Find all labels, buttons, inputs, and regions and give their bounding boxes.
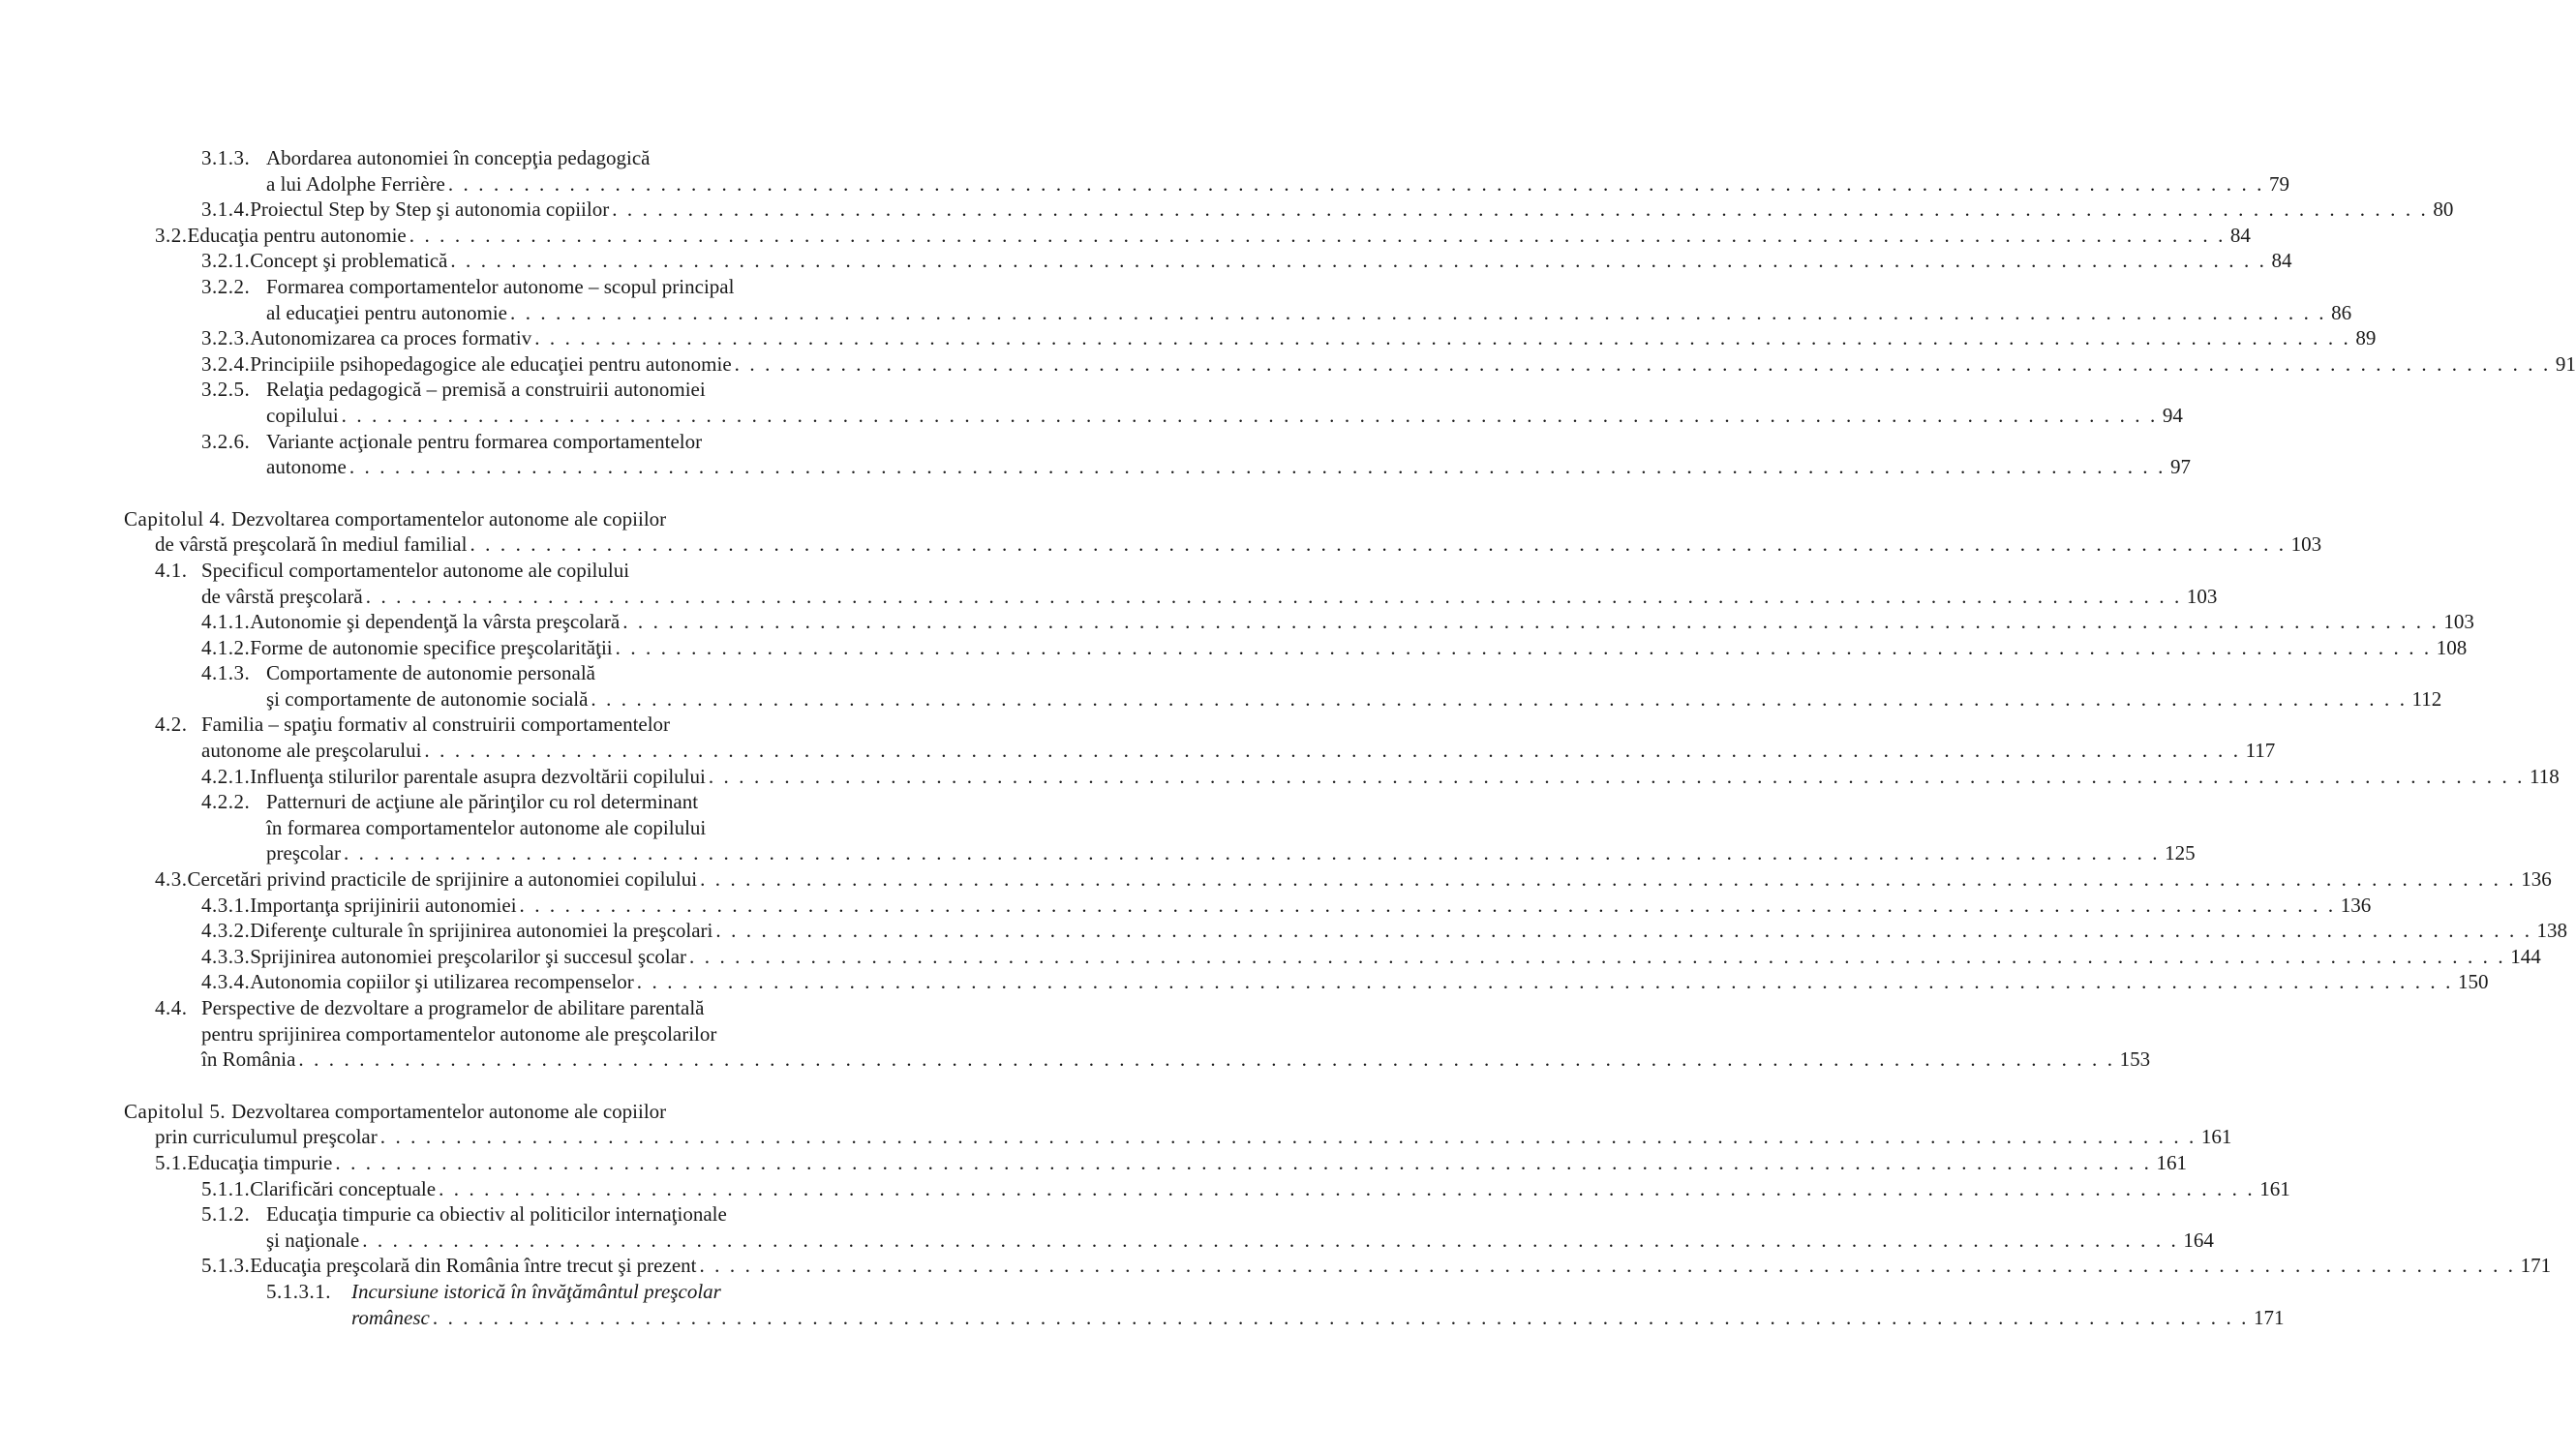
dot-leader: . . . . . . . . . . . . . . . . . . . . . . . . . . . . . . . . . . . . . . . . . . . . . . . . . . . . . . . . . . . . . . . . . . . . . . . . . . . . . . . . . . . . . . . . . . . . . . . . . . . . . . . . . . . . . . . . . . . . . . . .: [689, 944, 2506, 968]
toc-entry-title: Proiectul Step by Step şi autonomia copiilor: [250, 197, 610, 222]
dot-leader: . . . . . . . . . . . . . . . . . . . . . . . . . . . . . . . . . . . . . . . . . . . . . . . . . . . . . . . . . . . . . . . . . . . . . . . . . . . . . . . . . . . . . . . . . . . . . . . . . . . . . . . . . . . . . . . . . . . . . . . .: [447, 171, 2265, 196]
toc-entry-e513[interactable]: [0, 1253, 2552, 1279]
dot-leader: . . . . . . . . . . . . . . . . . . . . . . . . . . . . . . . . . . . . . . . . . . . . . . . . . . . . . . . . . . . . . . . . . . . . . . . . . . . . . . . . . . . . . . . . . . . . . . . . . . . . . . . . . . . . . . . . . . . . . . . .: [341, 403, 2158, 427]
toc-page-number: 91: [2555, 351, 2576, 376]
toc-page-number: 118: [2530, 764, 2560, 788]
toc-entry-title: a lui Adolphe Ferrière: [266, 171, 445, 196]
toc-page-number: 150: [2457, 970, 2489, 994]
toc-entry-number: 5.1.3.1.: [266, 1279, 331, 1303]
toc-page-number: 89: [2355, 326, 2377, 350]
toc-entry-title: Autonomie şi dependenţă la vârsta preşcolară: [250, 610, 621, 634]
toc-entry-e512[interactable]: [0, 1201, 2214, 1253]
toc-entry-e413[interactable]: [0, 660, 2442, 712]
toc-entry-title: Educaţia preşcolară din România între trecut şi prezent: [250, 1254, 697, 1278]
toc-entry-title: pentru sprijinirea comportamentelor autonome ale preşcolarilor: [201, 1021, 717, 1046]
dot-leader: . . . . . . . . . . . . . . . . . . . . . . . . . . . . . . . . . . . . . . . . . . . . . . . . . . . . . . . . . . . . . . . . . . . . . . . . . . . . . . . . . . . . . . . . . . . . . . . . . . . . . . . . . . . . . . . . . . . . . . . .: [379, 1125, 2197, 1149]
toc-page-number: 112: [2411, 686, 2442, 711]
toc-entry-title: autonome: [266, 455, 347, 479]
toc-entry-number: 4.1.2.: [201, 635, 251, 659]
toc-page-number: 161: [2200, 1125, 2232, 1149]
toc-entry-e51[interactable]: [0, 1150, 2188, 1176]
toc-entry-number: 4.2.1.: [201, 764, 251, 788]
toc-entry-title: Autonomia copiilor şi utilizarea recompenselor: [250, 970, 634, 994]
toc-entry-number: 3.2.5.: [201, 378, 251, 402]
toc-page-number: 117: [2245, 739, 2276, 763]
toc-entry-title: Concept şi problematică: [250, 249, 448, 273]
toc-entry-title: Incursiune istorică în învăţământul preşcolar: [351, 1279, 721, 1303]
toc-entry-title: Specificul comportamentelor autonome ale copilului: [201, 558, 630, 582]
toc-entry-e324[interactable]: [0, 351, 2576, 378]
toc-page-number: 144: [2510, 944, 2541, 968]
toc-entry-number: 4.1.: [155, 558, 188, 582]
dot-leader: . . . . . . . . . . . . . . . . . . . . . . . . . . . . . . . . . . . . . . . . . . . . . . . . . . . . . . . . . . . . . . . . . . . . . . . . . . . . . . . . . . . . . . . . . . . . . . . . . . . . . . . . . . . . . . . . . . . . . . . .: [510, 300, 2327, 324]
toc-entry-title: copilului: [266, 403, 339, 427]
toc-entry-e432[interactable]: [0, 918, 2568, 944]
toc-entry-title: Importanţa sprijinirii autonomiei: [250, 893, 517, 917]
dot-leader: . . . . . . . . . . . . . . . . . . . . . . . . . . . . . . . . . . . . . . . . . . . . . . . . . . . . . . . . . . . . . . . . . . . . . . . . . . . . . . . . . . . . . . . . . . . . . . . . . . . . . . . . . . . . . . . . . . . . . . . .: [365, 584, 2182, 608]
toc-entry-title: Diferenţe culturale în sprijinirea autonomiei la preşcolari: [250, 919, 713, 943]
toc-entry-number: 5.1.1.: [201, 1176, 251, 1200]
toc-page-number: 103: [2443, 610, 2474, 634]
toc-entry-e32[interactable]: [0, 223, 2251, 249]
toc-entry-title: Abordarea autonomiei în concepţia pedagogică: [266, 146, 651, 169]
dot-leader: . . . . . . . . . . . . . . . . . . . . . . . . . . . . . . . . . . . . . . . . . . . . . . . . . . . . . . . . . . . . . . . . . . . . . . . . . . . . . . . . . . . . . . . . . . . . . . . . . . . . . . . . . . . . . . . . . . . . . . . .: [715, 919, 2532, 943]
toc-page-number: 108: [2436, 635, 2468, 659]
toc-entry-title: Variante acţionale pentru formarea comportamentelor: [266, 429, 703, 453]
toc-page-number: 94: [2162, 403, 2183, 427]
toc-entry-title: de vârstă preşcolară: [201, 584, 363, 608]
toc-entry-number: 3.1.3.: [201, 146, 251, 169]
toc-entry-e41[interactable]: [0, 558, 2218, 609]
toc-entry-e412[interactable]: [0, 635, 2468, 661]
toc-entry-number: 3.2.2.: [201, 274, 251, 298]
toc-entry-e422[interactable]: [0, 789, 2196, 866]
toc-page-number: 136: [2521, 867, 2552, 892]
dot-leader: . . . . . . . . . . . . . . . . . . . . . . . . . . . . . . . . . . . . . . . . . . . . . . . . . . . . . . . . . . . . . . . . . . . . . . . . . . . . . . . . . . . . . . . . . . . . . . . . . . . . . . . . . . . . . . . . . . . . . . . .: [612, 197, 2429, 222]
toc-entry-title: şi naţionale: [266, 1228, 360, 1252]
toc-entry-number: Capitolul 5.: [124, 1099, 227, 1123]
toc-entry-title: Patternuri de acţiune ale părinţilor cu rol determinant: [266, 790, 699, 814]
toc-entry-number: 3.2.3.: [201, 326, 251, 350]
dot-leader: . . . . . . . . . . . . . . . . . . . . . . . . . . . . . . . . . . . . . . . . . . . . . . . . . . . . . . . . . . . . . . . . . . . . . . . . . . . . . . . . . . . . . . . . . . . . . . . . . . . . . . . . . . . . . . . . . . . . . . . .: [534, 326, 2351, 350]
toc-entry-e43[interactable]: [0, 866, 2552, 893]
toc-entry-title: prin curriculumul preşcolar: [155, 1125, 378, 1149]
toc-entry-number: 4.3.2.: [201, 919, 251, 943]
toc-entry-e5131[interactable]: [0, 1279, 2285, 1330]
dot-leader: . . . . . . . . . . . . . . . . . . . . . . . . . . . . . . . . . . . . . . . . . . . . . . . . . . . . . . . . . . . . . . . . . . . . . . . . . . . . . . . . . . . . . . . . . . . . . . . . . . . . . . . . . . . . . . . . . . . . . . . .: [615, 635, 2432, 659]
dot-leader: . . . . . . . . . . . . . . . . . . . . . . . . . . . . . . . . . . . . . . . . . . . . . . . . . . . . . . . . . . . . . . . . . . . . . . . . . . . . . . . . . . . . . . . . . . . . . . . . . . . . . . . . . . . . . . . . . . . . . . . .: [439, 1176, 2256, 1200]
toc-entry-title: al educaţiei pentru autonomie: [266, 300, 507, 324]
toc-entry-number: 3.2.4.: [201, 351, 251, 376]
toc-entry-number: 5.1.2.: [201, 1202, 251, 1227]
toc-entry-title: Relaţia pedagogică – premisă a construirii autonomiei: [266, 378, 706, 402]
dot-leader: . . . . . . . . . . . . . . . . . . . . . . . . . . . . . . . . . . . . . . . . . . . . . . . . . . . . . . . . . . . . . . . . . . . . . . . . . . . . . . . . . . . . . . . . . . . . . . . . . . . . . . . . . . . . . . . . . . . . . . . .: [734, 351, 2551, 376]
toc-entry-title: Educaţia timpurie: [187, 1150, 333, 1174]
toc-page-number: 84: [2271, 249, 2292, 273]
dot-leader: . . . . . . . . . . . . . . . . . . . . . . . . . . . . . . . . . . . . . . . . . . . . . . . . . . . . . . . . . . . . . . . . . . . . . . . . . . . . . . . . . . . . . . . . . . . . . . . . . . . . . . . . . . . . . . . . . . . . . . . .: [708, 764, 2525, 788]
toc-entry-title: Educaţia timpurie ca obiectiv al politicilor internaţionale: [266, 1202, 727, 1227]
dot-leader: . . . . . . . . . . . . . . . . . . . . . . . . . . . . . . . . . . . . . . . . . . . . . . . . . . . . . . . . . . . . . . . . . . . . . . . . . . . . . . . . . . . . . . . . . . . . . . . . . . . . . . . . . . . . . . . . . . . . . . . .: [699, 1254, 2516, 1278]
toc-entry-number: 3.1.4.: [201, 197, 251, 222]
toc-entry-number: 5.1.: [155, 1150, 188, 1174]
toc-entry-title: Principiile psihopedagogice ale educaţiei pentru autonomie: [250, 351, 732, 376]
toc-entry-e431[interactable]: [0, 893, 2372, 919]
toc-page-number: 97: [2169, 455, 2191, 479]
toc-entry-number: 4.3.: [155, 867, 188, 892]
toc-entry-title: Educaţia pentru autonomie: [187, 223, 407, 247]
toc-entry-e326[interactable]: [0, 429, 2191, 480]
dot-leader: . . . . . . . . . . . . . . . . . . . . . . . . . . . . . . . . . . . . . . . . . . . . . . . . . . . . . . . . . . . . . . . . . . . . . . . . . . . . . . . . . . . . . . . . . . . . . . . . . . . . . . . . . . . . . . . . . . . . . . . .: [409, 223, 2226, 247]
toc-entry-title: de vârstă preşcolară în mediul familial: [155, 532, 468, 557]
toc-entry-e511[interactable]: [0, 1176, 2290, 1202]
toc-entry-title: în formarea comportamentelor autonome ale copilului: [266, 815, 707, 839]
toc-entry-title: autonome ale preşcolarului: [201, 739, 422, 763]
toc-entry-e434[interactable]: [0, 969, 2489, 995]
toc-entry-title: în România: [201, 1047, 296, 1072]
toc-entry-number: 4.4.: [155, 996, 188, 1019]
chapter-spacer: [0, 1073, 991, 1099]
toc-entry-number: 4.2.2.: [201, 790, 251, 814]
dot-leader: . . . . . . . . . . . . . . . . . . . . . . . . . . . . . . . . . . . . . . . . . . . . . . . . . . . . . . . . . . . . . . . . . . . . . . . . . . . . . . . . . . . . . . . . . . . . . . . . . . . . . . . . . . . . . . . . . . . . . . . .: [636, 970, 2453, 994]
toc-entry-e433[interactable]: [0, 944, 2541, 970]
dot-leader: . . . . . . . . . . . . . . . . . . . . . . . . . . . . . . . . . . . . . . . . . . . . . . . . . . . . . . . . . . . . . . . . . . . . . . . . . . . . . . . . . . . . . . . . . . . . . . . . . . . . . . . . . . . . . . . . . . . . . . . .: [343, 841, 2161, 865]
dot-leader: . . . . . . . . . . . . . . . . . . . . . . . . . . . . . . . . . . . . . . . . . . . . . . . . . . . . . . . . . . . . . . . . . . . . . . . . . . . . . . . . . . . . . . . . . . . . . . . . . . . . . . . . . . . . . . . . . . . . . . . .: [298, 1047, 2115, 1072]
toc-entry-e44[interactable]: [0, 995, 2151, 1073]
toc-entry-e325[interactable]: [0, 377, 2183, 428]
toc-entry-title: Forme de autonomie specifice preşcolarităţii: [250, 635, 613, 659]
toc-entry-e323[interactable]: [0, 325, 2377, 351]
dot-leader: . . . . . . . . . . . . . . . . . . . . . . . . . . . . . . . . . . . . . . . . . . . . . . . . . . . . . . . . . . . . . . . . . . . . . . . . . . . . . . . . . . . . . . . . . . . . . . . . . . . . . . . . . . . . . . . . . . . . . . . .: [349, 455, 2166, 479]
toc-entry-title: Influenţa stilurilor parentale asupra dezvoltării copilului: [250, 764, 706, 788]
toc-page-number: 161: [2156, 1150, 2188, 1174]
toc-entry-number: 5.1.3.: [201, 1254, 251, 1278]
chapter-spacer: [0, 480, 991, 506]
toc-page-number: 84: [2229, 223, 2251, 247]
dot-leader: . . . . . . . . . . . . . . . . . . . . . . . . . . . . . . . . . . . . . . . . . . . . . . . . . . . . . . . . . . . . . . . . . . . . . . . . . . . . . . . . . . . . . . . . . . . . . . . . . . . . . . . . . . . . . . . . . . . . . . . .: [700, 867, 2517, 892]
dot-leader: . . . . . . . . . . . . . . . . . . . . . . . . . . . . . . . . . . . . . . . . . . . . . . . . . . . . . . . . . . . . . . . . . . . . . . . . . . . . . . . . . . . . . . . . . . . . . . . . . . . . . . . . . . . . . . . . . . . . . . . .: [470, 532, 2287, 557]
toc-entry-number: 4.3.3.: [201, 944, 251, 968]
toc-entry-title: Sprijinirea autonomiei preşcolarilor şi succesul şcolar: [250, 944, 687, 968]
toc-entry-e321[interactable]: [0, 248, 2292, 274]
toc-entry-e411[interactable]: [0, 609, 2474, 635]
toc-entry-title: Dezvoltarea comportamentelor autonome ale copiilor: [231, 1099, 667, 1123]
toc-page-number: 80: [2433, 197, 2454, 222]
dot-leader: . . . . . . . . . . . . . . . . . . . . . . . . . . . . . . . . . . . . . . . . . . . . . . . . . . . . . . . . . . . . . . . . . . . . . . . . . . . . . . . . . . . . . . . . . . . . . . . . . . . . . . . . . . . . . . . . . . . . . . . .: [450, 249, 2267, 273]
toc-entry-number: Capitolul 4.: [124, 506, 227, 531]
toc-entry-e421[interactable]: [0, 764, 2560, 790]
toc-page-number: 79: [2269, 171, 2290, 196]
toc-page-number: 103: [2186, 584, 2218, 608]
dot-leader: . . . . . . . . . . . . . . . . . . . . . . . . . . . . . . . . . . . . . . . . . . . . . . . . . . . . . . . . . . . . . . . . . . . . . . . . . . . . . . . . . . . . . . . . . . . . . . . . . . . . . . . . . . . . . . . . . . . . . . . .: [362, 1228, 2179, 1252]
toc-entry-number: 4.3.4.: [201, 970, 251, 994]
toc-page-number: 171: [2520, 1254, 2552, 1278]
toc-entry-number: 4.1.1.: [201, 610, 251, 634]
dot-leader: . . . . . . . . . . . . . . . . . . . . . . . . . . . . . . . . . . . . . . . . . . . . . . . . . . . . . . . . . . . . . . . . . . . . . . . . . . . . . . . . . . . . . . . . . . . . . . . . . . . . . . . . . . . . . . . . . . . . . . . .: [335, 1150, 2152, 1174]
toc-entry-title: Perspective de dezvoltare a programelor de abilitare parentală: [201, 996, 705, 1019]
toc-entry-title: Cercetări privind practicile de sprijinire a autonomiei copilului: [187, 867, 698, 892]
toc-entry-e322[interactable]: [0, 274, 2352, 325]
toc-entry-title: Autonomizarea ca proces formativ: [250, 326, 532, 350]
toc-entry-number: 3.2.1.: [201, 249, 251, 273]
toc-page-number: 103: [2290, 532, 2322, 557]
toc-entry-number: 4.3.1.: [201, 893, 251, 917]
toc-entry-e42[interactable]: [0, 712, 2276, 763]
toc-page-number: 171: [2254, 1305, 2285, 1329]
toc-entry-e314[interactable]: [0, 197, 2454, 223]
toc-entry-number: 3.2.: [155, 223, 188, 247]
toc-entry-title: şi comportamente de autonomie socială: [266, 686, 589, 711]
toc-entry-title: Familia – spaţiu formativ al construirii comportamentelor: [201, 713, 671, 737]
toc-page-number: 153: [2119, 1047, 2151, 1072]
toc-page-number: 161: [2259, 1176, 2290, 1200]
toc-page-number: 125: [2165, 841, 2196, 865]
toc-entry-number: 4.2.: [155, 713, 188, 737]
toc-page-number: 86: [2331, 300, 2352, 324]
toc-page-number: 138: [2536, 919, 2568, 943]
toc-chapter-c4[interactable]: [0, 506, 2322, 558]
dot-leader: . . . . . . . . . . . . . . . . . . . . . . . . . . . . . . . . . . . . . . . . . . . . . . . . . . . . . . . . . . . . . . . . . . . . . . . . . . . . . . . . . . . . . . . . . . . . . . . . . . . . . . . . . . . . . . . . . . . . . . . .: [519, 893, 2336, 917]
toc-entry-title: Comportamente de autonomie personală: [266, 661, 595, 685]
toc-entry-title: preşcolar: [266, 841, 341, 865]
dot-leader: . . . . . . . . . . . . . . . . . . . . . . . . . . . . . . . . . . . . . . . . . . . . . . . . . . . . . . . . . . . . . . . . . . . . . . . . . . . . . . . . . . . . . . . . . . . . . . . . . . . . . . . . . . . . . . . . . . . . . . . .: [432, 1305, 2250, 1329]
toc-entry-title: Dezvoltarea comportamentelor autonome ale copiilor: [231, 506, 667, 531]
toc-entry-number: 4.1.3.: [201, 661, 251, 685]
toc-entry-title: Formarea comportamentelor autonome – scopul principal: [266, 274, 735, 298]
toc-chapter-c5[interactable]: [0, 1099, 2232, 1150]
dot-leader: . . . . . . . . . . . . . . . . . . . . . . . . . . . . . . . . . . . . . . . . . . . . . . . . . . . . . . . . . . . . . . . . . . . . . . . . . . . . . . . . . . . . . . . . . . . . . . . . . . . . . . . . . . . . . . . . . . . . . . . .: [622, 610, 2440, 634]
toc-entry-e313[interactable]: [0, 145, 2290, 197]
toc-entry-title: românesc: [351, 1305, 430, 1329]
toc-entry-number: 3.2.6.: [201, 429, 251, 453]
dot-leader: . . . . . . . . . . . . . . . . . . . . . . . . . . . . . . . . . . . . . . . . . . . . . . . . . . . . . . . . . . . . . . . . . . . . . . . . . . . . . . . . . . . . . . . . . . . . . . . . . . . . . . . . . . . . . . . . . . . . . . . .: [424, 739, 2241, 763]
dot-leader: . . . . . . . . . . . . . . . . . . . . . . . . . . . . . . . . . . . . . . . . . . . . . . . . . . . . . . . . . . . . . . . . . . . . . . . . . . . . . . . . . . . . . . . . . . . . . . . . . . . . . . . . . . . . . . . . . . . . . . . .: [591, 686, 2408, 711]
toc-page-number: 136: [2340, 893, 2372, 917]
table-of-contents: [0, 145, 2576, 1330]
toc-entry-title: Clarificări conceptuale: [250, 1176, 437, 1200]
toc-page-number: 164: [2183, 1228, 2214, 1252]
